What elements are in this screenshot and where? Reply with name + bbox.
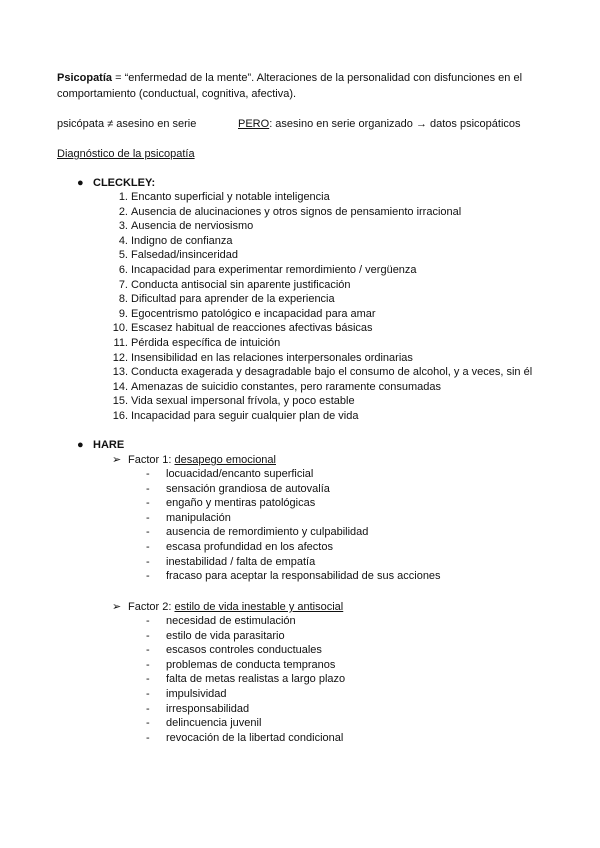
item-number: 15. <box>112 395 128 408</box>
cleckley-item <box>110 409 532 424</box>
item-text: Ausencia de alucinaciones y otros signos de pensamiento irracional <box>131 205 462 218</box>
item-text: escasa profundidad en los afectos <box>166 540 333 553</box>
factor1-item <box>146 540 441 555</box>
item-number: 16. <box>112 409 128 422</box>
item-text: engaño y mentiras patológicas <box>166 497 316 510</box>
cleckley-item <box>110 365 532 380</box>
factor2-item <box>146 614 345 629</box>
item-text: manipulación <box>166 511 231 524</box>
item-text: Incapacidad para experimentar remordimiento / vergüenza <box>131 263 417 276</box>
factor2-heading <box>112 600 343 614</box>
dash-bullet: - <box>146 702 150 715</box>
item-text: Amenazas de suicidio constantes, pero raramente consumadas <box>131 380 442 393</box>
factor2-item <box>146 629 345 644</box>
item-text: Pérdida específica de intuición <box>131 336 281 349</box>
item-text: Dificultad para aprender de la experiencia <box>131 293 335 306</box>
item-text: Encanto superficial y notable inteligencia <box>131 191 330 203</box>
item-text: Ausencia de nerviosismo <box>131 220 254 233</box>
item-number: 14. <box>112 380 128 393</box>
comparison-line <box>57 117 521 131</box>
item-number: 3. <box>118 220 128 233</box>
item-text: falta de metas realistas a largo plazo <box>166 673 346 686</box>
item-number: 11. <box>113 336 128 349</box>
dash-bullet: - <box>146 555 150 568</box>
comparison-right: : asesino en serie organizado → datos psicopáticos <box>269 118 521 130</box>
dash-bullet: - <box>146 615 150 627</box>
item-text: Incapacidad para seguir cualquier plan de vida <box>131 409 359 422</box>
item-text: sensación grandiosa de autovalía <box>166 482 330 495</box>
cleckley-item <box>110 190 532 205</box>
hare-title: HARE <box>93 439 125 451</box>
cleckley-item <box>110 263 532 278</box>
item-text: Vida sexual impersonal frívola, y poco estable <box>131 395 355 408</box>
cleckley-item <box>110 219 532 234</box>
arrow-bullet-icon: ➢ <box>112 454 122 466</box>
item-text: ausencia de remordimiento y culpabilidad <box>166 526 369 539</box>
factor2-item <box>146 643 345 658</box>
item-text: escasos controles conductuales <box>166 644 322 657</box>
factor2-item <box>146 702 345 717</box>
item-number: 10. <box>112 322 128 335</box>
dash-bullet: - <box>146 482 150 495</box>
factor1-item <box>146 511 441 526</box>
item-text: Falsedad/insinceridad <box>131 249 239 262</box>
item-text: inestabilidad / falta de empatía <box>166 555 316 568</box>
cleckley-item <box>110 234 532 249</box>
cleckley-item <box>110 248 532 263</box>
item-number: 13. <box>112 366 128 379</box>
item-text: estilo de vida parasitario <box>166 629 285 642</box>
intro-definition: = “enfermedad de la mente”. Alteraciones de la personalidad con disfunciones en el comportamiento (conductual, cognitiva, afectiva). <box>57 72 523 100</box>
item-number: 8. <box>118 293 128 306</box>
cleckley-heading <box>77 176 155 190</box>
item-text: revocación de la libertad condicional <box>166 731 344 744</box>
item-text: Escasez habitual de reacciones afectivas básicas <box>131 322 373 335</box>
dash-bullet: - <box>146 629 150 642</box>
bullet-icon: ● <box>77 439 84 451</box>
dash-bullet: - <box>146 468 150 480</box>
factor2-label: Factor 2: <box>128 601 175 613</box>
item-text: delincuencia juvenil <box>166 717 262 730</box>
item-text: fracaso para aceptar la responsabilidad de sus acciones <box>166 570 441 583</box>
item-text: locuacidad/encanto superficial <box>166 468 314 480</box>
item-number: 12. <box>112 351 128 364</box>
dash-bullet: - <box>146 497 150 510</box>
dash-bullet: - <box>146 673 150 686</box>
factor2-item <box>146 658 345 673</box>
cleckley-item <box>110 205 532 220</box>
factor2-item <box>146 731 345 746</box>
factor1-item <box>146 555 441 570</box>
dash-bullet: - <box>146 511 150 524</box>
cleckley-item <box>110 321 532 336</box>
dash-bullet: - <box>146 687 150 700</box>
dash-bullet: - <box>146 731 150 744</box>
bullet-icon: ● <box>77 177 84 189</box>
cleckley-item <box>110 394 532 409</box>
factor1-name: desapego emocional <box>174 454 276 466</box>
intro-paragraph <box>57 70 547 102</box>
cleckley-item <box>110 307 532 322</box>
item-number: 1. <box>118 191 128 203</box>
item-text: Conducta exagerada y desagradable bajo el consumo de alcohol, y a veces, sin él <box>131 366 533 379</box>
cleckley-item <box>110 278 532 293</box>
factor1-heading <box>112 453 276 467</box>
arrow-bullet-icon: ➢ <box>112 601 122 613</box>
item-number: 5. <box>118 249 128 262</box>
factor1-item <box>146 525 441 540</box>
cleckley-item <box>110 292 532 307</box>
item-number: 4. <box>118 234 128 247</box>
item-text: problemas de conducta tempranos <box>166 658 336 671</box>
factor1-label: Factor 1: <box>128 454 175 466</box>
diagnosis-heading: Diagnóstico de la psicopatía <box>57 148 195 160</box>
factor1-item <box>146 496 441 511</box>
hare-heading <box>77 438 124 452</box>
item-number: 2. <box>118 205 128 218</box>
dash-bullet: - <box>146 540 150 553</box>
item-number: 6. <box>118 263 128 276</box>
factor2-name: estilo de vida inestable y antisocial <box>174 601 344 613</box>
factor1-item <box>146 482 441 497</box>
comparison-right-group <box>238 117 521 131</box>
item-text: Conducta antisocial sin aparente justificación <box>131 278 351 291</box>
factor1-item <box>146 569 441 584</box>
item-number: 7. <box>118 278 128 291</box>
cleckley-title: CLECKLEY: <box>93 177 156 189</box>
item-text: necesidad de estimulación <box>166 615 296 627</box>
item-text: Indigno de confianza <box>131 234 233 247</box>
item-text: Insensibilidad en las relaciones interpersonales ordinarias <box>131 351 413 364</box>
factor1-item <box>146 467 441 482</box>
cleckley-item <box>110 351 532 366</box>
factor2-list <box>146 614 345 745</box>
factor2-item <box>146 687 345 702</box>
pero-word: PERO <box>238 118 270 130</box>
dash-bullet: - <box>146 717 150 730</box>
cleckley-item <box>110 380 532 395</box>
cleckley-list <box>110 190 532 424</box>
factor1-list <box>146 467 441 584</box>
dash-bullet: - <box>146 570 150 583</box>
item-number: 9. <box>118 307 128 320</box>
cleckley-item <box>110 336 532 351</box>
comparison-left: psicópata ≠ asesino en serie <box>57 118 197 130</box>
factor2-item <box>146 672 345 687</box>
dash-bullet: - <box>146 658 150 671</box>
dash-bullet: - <box>146 644 150 657</box>
intro-term: Psicopatía <box>57 72 113 84</box>
item-text: irresponsabilidad <box>166 702 250 715</box>
factor2-item <box>146 716 345 731</box>
item-text: impulsividad <box>166 687 227 700</box>
dash-bullet: - <box>146 526 150 539</box>
item-text: Egocentrismo patológico e incapacidad para amar <box>131 307 376 320</box>
